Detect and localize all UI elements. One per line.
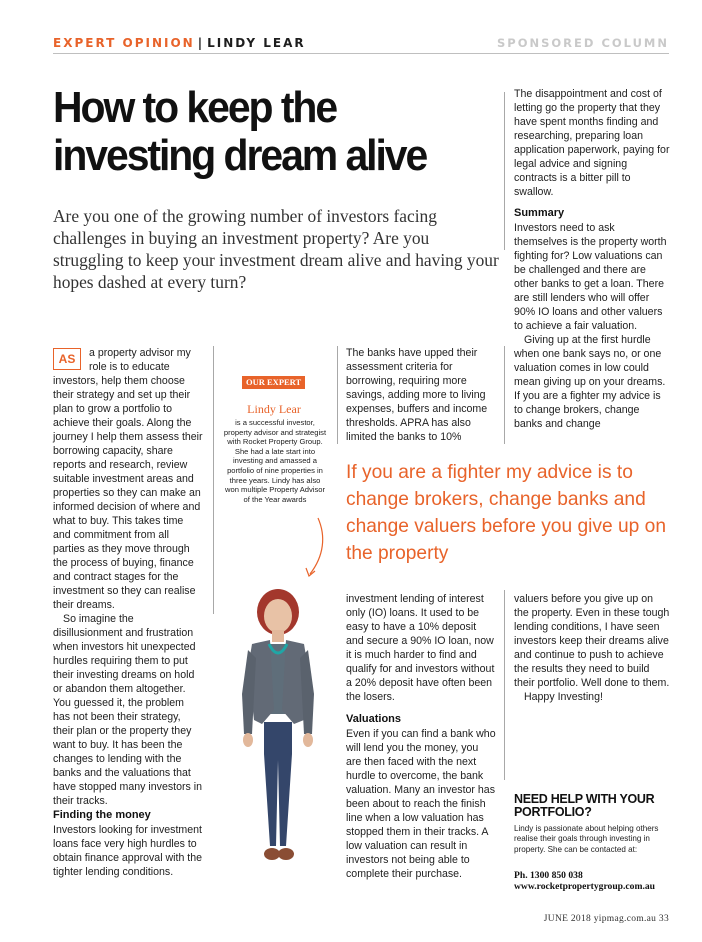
help-box-text: Lindy is passionate about helping others realise their goals through investing in property. She can be contacted at:: [514, 824, 659, 854]
subheading-summary: Summary: [514, 207, 565, 219]
body-paragraph: Investors need to ask themselves is the property worth fighting for? Low valuations can be challenged and there are other banks to get a loan. There are still lenders who will offer 90% IO loans and other valuers to achieve a fair valuation.: [514, 222, 667, 332]
website-link[interactable]: www.rocketpropertygroup.com.au: [514, 880, 655, 892]
header-rule: [53, 53, 669, 54]
drop-cap: AS: [53, 348, 81, 370]
body-paragraph: So imagine the disillusionment and frustration when investors hit unexpected hurdles requiring them to put their investing dreams on hold or abandon them altogether. You guessed it, the problem has not been their strategy, their plan or the property they want to buy. It has been the changes to lending with the banks and the valuations that have stopped many investors in their tracks.: [53, 613, 202, 807]
column-4-top: [514, 87, 670, 431]
body-paragraph: The banks have upped their assessment criteria for borrowing, requiring more savings, adding more to living expenses, buffers and income thresholds. APRA has also limited the banks to 10%: [346, 347, 488, 443]
column-divider: [504, 346, 505, 444]
body-paragraph: Happy Investing!: [524, 691, 603, 703]
column-4-bottom: [514, 592, 670, 704]
body-paragraph: The disappointment and cost of letting go the property that they have spent months finding and researching, preparing loan application paperwork, paying for legal advice and signing contracts is a bitter pill to swallow.: [514, 88, 670, 198]
column-3-bottom: [346, 592, 496, 881]
help-box-heading: NEED HELP WITH YOUR PORTFOLIO?: [514, 792, 655, 819]
arrow-icon: [296, 516, 330, 582]
expert-name: Lindy Lear: [247, 402, 301, 416]
phone-number: Ph. 1300 850 038: [514, 870, 583, 881]
body-paragraph: investment lending of interest only (IO) loans. It used to be easy to have a 10% deposit and secure a 90% IO loan, now it is much harder to find and qualify for and investors without a 20% deposit have often been the losers.: [346, 593, 495, 703]
column-1: [53, 346, 203, 879]
header-separator: |: [197, 36, 205, 50]
expert-photo: [226, 584, 330, 884]
column-divider: [504, 590, 505, 780]
body-paragraph: Even if you can find a bank who will lend you the money, you are then faced with the next hurdle to overcome, the bank valuation. Many an investor has been about to reach the finish line when a low valuation has stopped them in their tracks. A low valuation can result in investors not being able to complete their purchase.: [346, 728, 496, 880]
column-divider: [337, 346, 338, 444]
column-3-top: [346, 346, 496, 444]
headline: How to keep the investing dream alive: [53, 83, 427, 180]
our-expert-tag: OUR EXPERT: [242, 376, 305, 389]
column-divider: [504, 92, 505, 250]
column-header: [53, 36, 306, 50]
help-box-contact: [514, 871, 674, 892]
body-paragraph: Investors looking for investment loans face very high hurdles to obtain finance approval with the tighter lending conditions.: [53, 824, 203, 878]
body-paragraph: AS a property advisor my role is to educate investors, help them choose their strategy and set up their plan to grow a portfolio to achieve their goals. Along the journey I help them assess their borrowing capacity, share reports and research, review suitable investment areas and properties so they can make an informed decision of where and what to buy. This takes time and commitment from all parties as they move through the process of buying, finance and contract stages for the investment so they can realise their dreams.: [53, 347, 203, 611]
subheading-finding-money: Finding the money: [53, 809, 151, 821]
body-paragraph: Giving up at the first hurdle when one bank says no, or one valuation comes in low could mean giving up on your dreams. If you are a fighter my advice is to change brokers, change banks and change: [514, 334, 666, 430]
category-label: EXPERT OPINION: [53, 36, 195, 50]
page-footer: JUNE 2018 yipmag.com.au 33: [543, 914, 669, 924]
sponsored-label: SPONSORED COLUMN: [497, 36, 669, 50]
body-paragraph: valuers before you give up on the property. Even in these tough lending conditions, I have seen investors keep their dreams alive and continue to push to achieve the results they need to build their portfolio. Well done to them.: [514, 593, 670, 689]
subheading-valuations: Valuations: [346, 713, 402, 725]
intro-paragraph: Are you one of the growing number of investors facing challenges in buying an investment property? Are you struggling to keep your investment dream alive and having your hopes dashed at every turn?: [53, 206, 499, 292]
column-divider: [213, 346, 214, 614]
expert-bio: is a successful investor, property advisor and strategist with Rocket Property Group. She had a late start into investing and amassed a portfolio of nine properties in three years. Lindy has also won multiple Property Advisor of the Year awards: [223, 418, 327, 504]
author-label: LINDY LEAR: [207, 36, 306, 50]
pull-quote: If you are a fighter my advice is to change brokers, change banks and change valuers before you give up on the property: [346, 462, 667, 564]
